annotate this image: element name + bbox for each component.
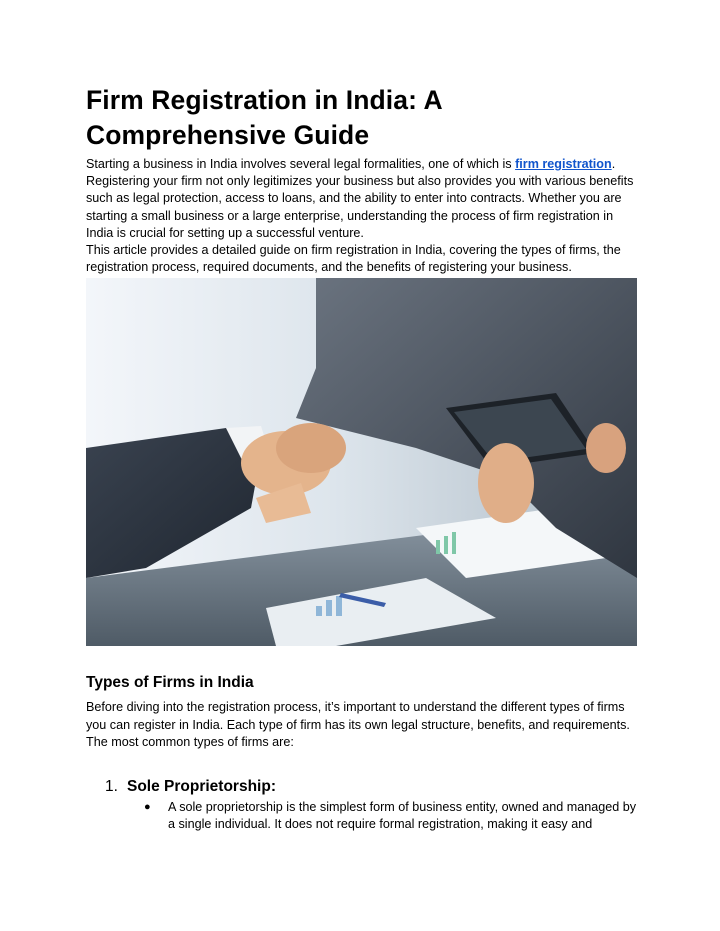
article-title-line2: Comprehensive Guide: [86, 120, 370, 150]
intro-text-before-link: Starting a business in India involves several legal formalities, one of which is: [86, 157, 516, 171]
firm-types-list: [86, 777, 642, 833]
list-item-title: Sole Proprietorship:: [127, 778, 276, 796]
firm-registration-link[interactable]: firm registration: [515, 157, 612, 171]
handshake-photo: [86, 278, 637, 646]
article-title: [86, 83, 642, 153]
bullet-icon: ●: [144, 801, 151, 814]
intro-paragraph: [86, 156, 642, 242]
intro-paragraph-2: This article provides a detailed guide on firm registration in India, covering the types of firms, the registration process, required documents, and the benefits of registering your business.: [86, 243, 621, 275]
list-number: 1.: [105, 778, 118, 796]
bullet-item: [86, 799, 642, 833]
section-paragraph: Before diving into the registration process, it’s important to understand the different types of firms you can register in India. Each type of firm has its own legal structure, benefits, and requirements. The most common types of firms are:: [86, 700, 630, 749]
section-heading: Types of Firms in India: [86, 674, 254, 692]
article-title-line1: Firm Registration in India: A: [86, 85, 443, 115]
bullet-text: A sole proprietorship is the simplest form of business entity, owned and managed by a single individual. It does not require formal registration, making it easy and: [168, 800, 637, 832]
list-item: [86, 777, 642, 833]
intro-text-after-link: . Registering your firm not only legitimizes your business but also provides you with various benefits such as legal protection, access to loans, and the ability to enter into contracts. Whether you are starting a small business or a large enterprise, understanding the process of firm registration in India is crucial for setting up a successful venture.: [86, 157, 634, 240]
handshake-illustration: [86, 278, 637, 646]
article-content: [86, 83, 642, 833]
